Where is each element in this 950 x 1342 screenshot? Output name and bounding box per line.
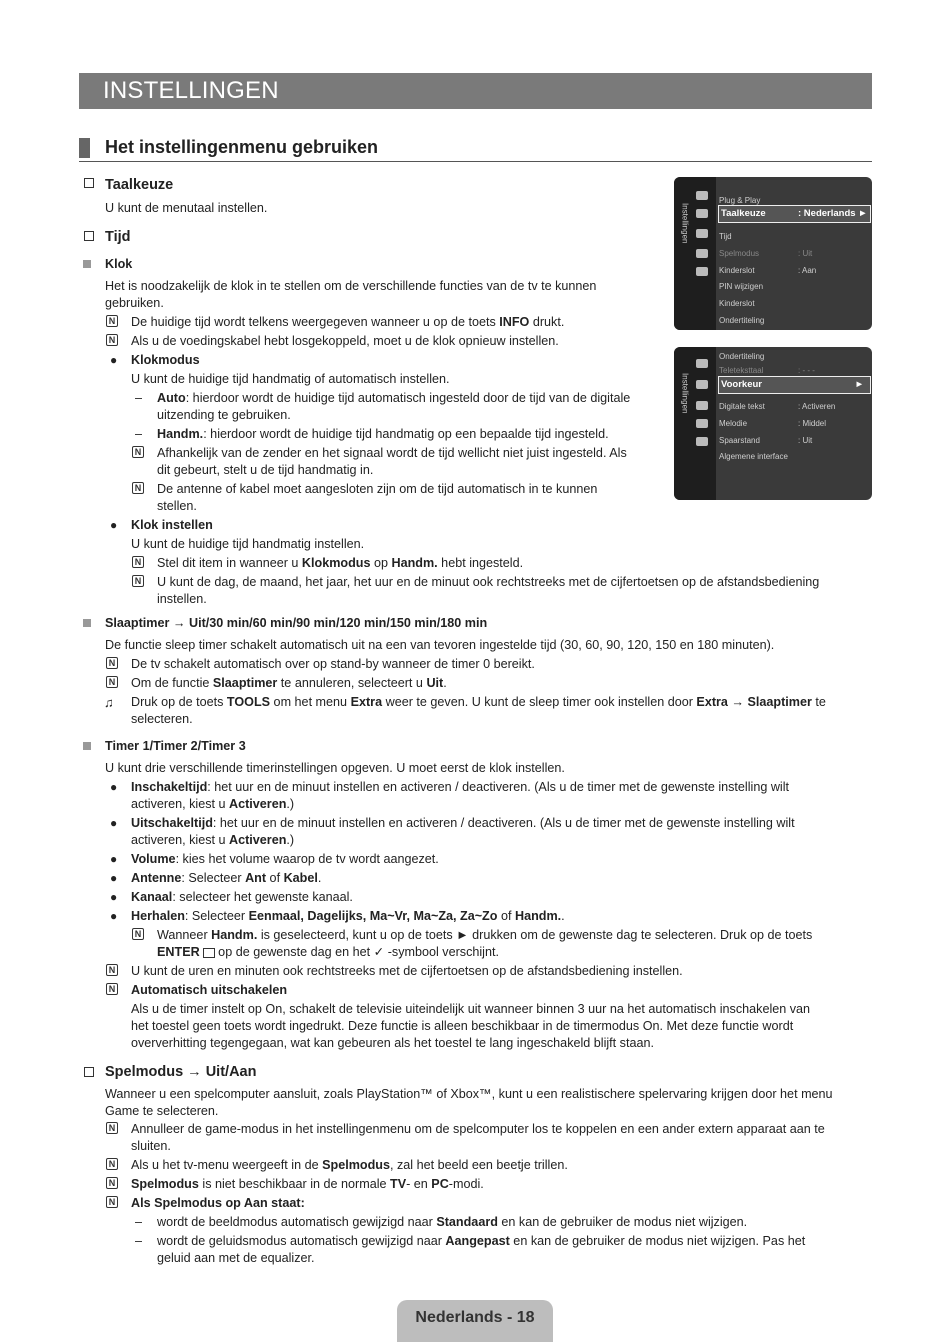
section-heading [79,134,872,162]
spelmodus-dash-text: geluid aan met de equalizer. [157,1251,315,1265]
bullet-icon: ● [110,780,118,794]
menu-value: : Aan [798,266,817,275]
dash-icon: – [135,427,143,441]
taalkeuze-heading: Taalkeuze [105,177,174,193]
dash-icon: – [135,1215,143,1229]
menu-value: : - - - [798,366,815,375]
note-text: De tv schakelt automatisch over op stand-by wanneer de timer 0 bereikt. [131,657,535,671]
picture-icon [696,359,708,368]
note-icon: N [106,983,118,995]
menu-item-plug-play[interactable]: Plug & Play [719,196,761,205]
timer-text: U kunt drie verschillende timerinstellingen opgeven. U moet eerst de klok instellen. [105,761,565,775]
tools-text: selecteren. [131,712,193,726]
tv-menu-screenshot [674,347,872,500]
tv-menu-screenshot [674,177,872,330]
note-icon: N [132,575,144,587]
note-text: Als u het tv-menu weergeeft in de Spelmodus, zal het beeld een beetje trillen. [131,1158,568,1172]
tools-text: Druk op de toets TOOLS om het menu Extra weer te geven. U kunt de sleep timer ook instellen door Extra → Slaaptimer te [131,695,826,709]
note-icon: N [132,928,144,940]
auto-off-heading: Automatisch uitschakelen [131,983,288,997]
note-text: dit gebeurt, stelt u de tijd handmatig in. [157,463,374,477]
note-icon: N [106,1158,118,1170]
timer-item: Kanaal: selecteer het gewenste kanaal. [131,890,353,904]
klok-text: Het is noodzakelijk de klok in te stellen om de verschillende functies van de tv te kunnen [105,279,597,293]
bullet-icon: ● [110,353,118,367]
slaaptimer-heading: Slaaptimer → Uit/30 min/60 min/90 min/120 min/150 min/180 min [105,616,488,630]
menu-item-voorkeur[interactable]: Voorkeur ► [718,376,871,394]
note-text: Afhankelijk van de zender en het signaal wordt de tijd wellicht niet juist ingesteld. Als [157,446,627,460]
menu-item-spelmodus[interactable]: Spelmodus [719,249,760,258]
menu-item-melodie[interactable]: Melodie [719,419,748,428]
bullet-icon: ● [110,852,118,866]
checkbox-icon [84,1067,94,1077]
page-title: INSTELLINGEN [79,73,872,109]
auto-off-text: Als u de timer instelt op On, schakelt de televisie uiteindelijk uit wanneer binnen 3 uur na het automatisch inschakelen van [131,1002,811,1016]
section-marker [79,138,90,158]
support-icon [696,437,708,446]
timer-item: Antenne: Selecteer Ant of Kabel. [131,871,322,885]
page-footer-label: Nederlands - 18 [397,1300,553,1342]
timer-item: Volume: kies het volume waarop de tv wordt aangezet. [131,852,439,866]
klokmodus-heading: Klokmodus [131,353,200,367]
menu-sidebar [674,177,716,330]
bullet-icon: ● [110,909,118,923]
menu-sidebar [674,347,716,500]
spelmodus-text: Game te selecteren. [105,1104,219,1118]
klokmodus-auto: uitzending te gebruiken. [157,408,291,422]
application-icon [696,249,708,258]
note-icon: N [132,482,144,494]
menu-value: : Activeren [798,402,836,411]
menu-side-label: Instellingen [680,203,690,244]
input-icon [696,401,708,410]
bullet-icon: ● [110,518,118,532]
dash-icon: – [135,1234,143,1248]
picture-icon [696,191,708,200]
bullet-icon: ● [110,890,118,904]
menu-item-pin[interactable]: PIN wijzigen [719,282,764,291]
timer-heading: Timer 1/Timer 2/Timer 3 [105,739,246,753]
menu-item-tijd[interactable]: Tijd [719,232,732,241]
note-text: Als u de voedingskabel hebt losgekoppeld, moet u de klok opnieuw instellen. [131,334,559,348]
spelmodus-text: Wanneer u een spelcomputer aansluit, zoals PlayStation™ of Xbox™, kunt u een realistischere spelervaring krijgen door het menu [105,1087,833,1101]
klokinstellen-text: U kunt de huidige tijd handmatig instellen. [131,537,365,551]
note-text: U kunt de uren en minuten ook rechtstreeks met de cijfertoetsen op de afstandsbediening instellen. [131,964,683,978]
note-icon: N [106,657,118,669]
auto-off-text: oververhitting tegengegaan, wat kan gebeuren als het toestel te lang ingeschakeld blijft staan. [131,1036,654,1050]
note-text: stellen. [157,499,197,513]
spelmodus-dash-text: wordt de beeldmodus automatisch gewijzigd naar Standaard en kan de gebruiker de modus niet wijzigen. [157,1215,748,1229]
note-text: Wanneer Handm. is geselecteerd, kunt u op de toets ► drukken om de gewenste dag te selecteren. Druk op de toets [157,928,813,942]
menu-value: : Uit [798,436,813,445]
section-title: Het instellingenmenu gebruiken [105,137,379,157]
note-icon: N [106,1122,118,1134]
spelmodus-dash-text: wordt de geluidsmodus automatisch gewijzigd naar Aangepast en kan de gebruiker de modus niet wijzigen. Pas het [157,1234,806,1248]
timer-item: Herhalen: Selecteer Eenmaal, Dagelijks, Ma~Vr, Ma~Za, Za~Zo of Handm.. [131,909,565,923]
menu-item-taalkeuze[interactable]: Taalkeuze : Nederlands ► [718,205,871,223]
square-bullet-icon [83,260,91,268]
menu-item-teletekst[interactable]: Teleteksttaal [719,366,764,375]
note-text: U kunt de dag, de maand, het jaar, het uur en de minuut ook rechtstreeks met de cijfertoetsen op de afstandsbediening [157,575,820,589]
note-text: De huidige tijd wordt telkens weergegeven wanneer u op de toets INFO drukt. [131,315,565,329]
note-text: instellen. [157,592,207,606]
note-icon: N [106,315,118,327]
note-text: Als Spelmodus op Aan staat: [131,1196,305,1210]
tools-icon: ♫ [104,695,114,710]
klok-heading: Klok [105,257,133,271]
support-icon [696,267,708,276]
square-bullet-icon [83,742,91,750]
menu-item-kinderslot[interactable]: Kinderslot [719,299,755,308]
note-icon: N [106,334,118,346]
auto-off-text: het toestel geen toets wordt ingedrukt. Deze functie is alleen beschikbaar in de timermodus On. Met deze functie wordt [131,1019,794,1033]
timer-item: Inschakeltijd: het uur en de minuut instellen en activeren / deactiveren. (Als u de timer met de gewenste instelling wilt [131,780,790,794]
tijd-heading: Tijd [105,229,131,245]
note-text: Annulleer de game-modus in het instellingenmenu om de spelcomputer los te koppelen en een ander extern apparaat aan te [131,1122,825,1136]
menu-item-ondertiteling[interactable]: Ondertiteling [719,316,765,325]
application-icon [696,419,708,428]
note-icon: N [106,964,118,976]
input-icon [696,229,708,238]
note-icon: N [106,1196,118,1208]
note-text: ENTER op de gewenste dag en het ✓ -symbool verschijnt. [157,945,499,959]
menu-item-spaarstand[interactable]: Spaarstand [719,436,760,445]
klokmodus-handm: Handm.: hierdoor wordt de huidige tijd handmatig op een bepaalde tijd ingesteld. [157,427,609,441]
klokmodus-auto: Auto: hierdoor wordt de huidige tijd automatisch ingesteld door de tijd van de digitale [157,391,631,405]
spelmodus-heading: Spelmodus → Uit/Aan [105,1064,257,1080]
note-icon: N [132,446,144,458]
dash-icon: – [135,391,143,405]
note-text: Stel dit item in wanneer u Klokmodus op Handm. hebt ingesteld. [157,556,524,570]
menu-item-kinderslot[interactable]: Kinderslot [719,266,755,275]
taalkeuze-text: U kunt de menutaal instellen. [105,201,268,215]
note-text: Om de functie Slaaptimer te annuleren, selecteert u Uit. [131,676,447,690]
note-icon: N [106,1177,118,1189]
note-text: Spelmodus is niet beschikbaar in de normale TV- en PC-modi. [131,1177,484,1191]
klok-text: gebruiken. [105,296,164,310]
bullet-icon: ● [110,816,118,830]
note-icon: N [132,556,144,568]
enter-icon [203,948,215,958]
menu-item-digitale-tekst[interactable]: Digitale tekst [719,402,765,411]
klokinstellen-heading: Klok instellen [131,518,213,532]
klokmodus-text: U kunt de huidige tijd handmatig of automatisch instellen. [131,372,450,386]
checkbox-icon [84,231,94,241]
menu-item-ondertiteling[interactable]: Ondertiteling [719,352,765,361]
setup-icon [696,380,708,389]
timer-item: activeren, kiest u Activeren.) [131,797,295,811]
menu-value: : Middel [798,419,827,428]
menu-value: : Uit [798,249,813,258]
check-icon: ✓ [373,945,385,959]
note-icon: N [106,676,118,688]
note-text: sluiten. [131,1139,171,1153]
menu-item-algemene-interface[interactable]: Algemene interface [719,452,788,461]
setup-icon [696,209,708,218]
slaaptimer-text: De functie sleep timer schakelt automatisch uit na een van tevoren ingestelde tijd (30, 60, 90, 120, 150 en 180 minuten). [105,638,775,652]
timer-item: activeren, kiest u Activeren.) [131,833,295,847]
bullet-icon: ● [110,871,118,885]
square-bullet-icon [83,619,91,627]
note-text: De antenne of kabel moet aangesloten zijn om de tijd automatisch in te kunnen [157,482,598,496]
menu-side-label: Instellingen [680,373,690,414]
checkbox-icon [84,178,94,188]
timer-item: Uitschakeltijd: het uur en de minuut instellen en activeren / deactiveren. (Als u de timer met de gewenste instelling wilt [131,816,795,830]
